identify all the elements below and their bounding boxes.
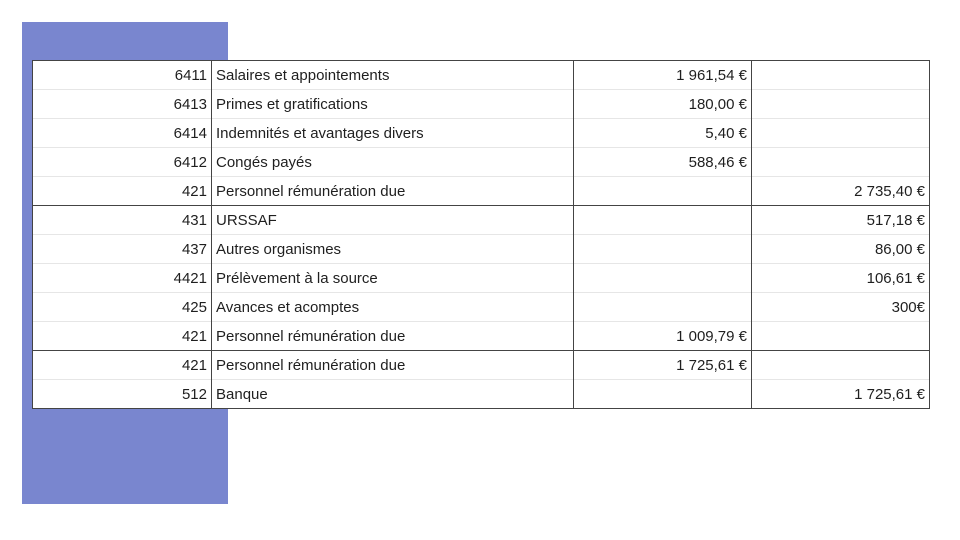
debit-cell: 180,00 € xyxy=(574,90,752,119)
debit-cell xyxy=(574,264,752,293)
account-label-cell: Personnel rémunération due xyxy=(212,322,574,351)
table-row xyxy=(33,322,930,351)
account-number-cell: 512 xyxy=(33,380,212,409)
account-number-cell: 6411 xyxy=(33,61,212,90)
account-label-cell: Prélèvement à la source xyxy=(212,264,574,293)
debit-cell: 1 009,79 € xyxy=(574,322,752,351)
table-row xyxy=(33,119,930,148)
account-label-cell: Autres organismes xyxy=(212,235,574,264)
account-label-cell: Salaires et appointements xyxy=(212,61,574,90)
credit-cell: 517,18 € xyxy=(752,206,930,235)
debit-cell: 1 725,61 € xyxy=(574,351,752,380)
account-label-cell: Congés payés xyxy=(212,148,574,177)
credit-cell xyxy=(752,119,930,148)
account-number-cell: 4421 xyxy=(33,264,212,293)
table-row xyxy=(33,90,930,119)
credit-cell xyxy=(752,148,930,177)
table-row xyxy=(33,264,930,293)
debit-cell: 588,46 € xyxy=(574,148,752,177)
debit-cell xyxy=(574,293,752,322)
credit-cell xyxy=(752,90,930,119)
table-row xyxy=(33,351,930,380)
table-row xyxy=(33,148,930,177)
table-row xyxy=(33,61,930,90)
credit-cell: 106,61 € xyxy=(752,264,930,293)
account-number-cell: 437 xyxy=(33,235,212,264)
debit-cell xyxy=(574,177,752,206)
table-row xyxy=(33,177,930,206)
table-row xyxy=(33,235,930,264)
credit-cell: 1 725,61 € xyxy=(752,380,930,409)
credit-cell: 86,00 € xyxy=(752,235,930,264)
account-label-cell: Personnel rémunération due xyxy=(212,177,574,206)
account-label-cell: Primes et gratifications xyxy=(212,90,574,119)
account-number-cell: 431 xyxy=(33,206,212,235)
debit-cell xyxy=(574,235,752,264)
credit-cell: 300€ xyxy=(752,293,930,322)
table-row xyxy=(33,206,930,235)
debit-cell: 5,40 € xyxy=(574,119,752,148)
account-label-cell: Banque xyxy=(212,380,574,409)
account-number-cell: 421 xyxy=(33,177,212,206)
account-number-cell: 6412 xyxy=(33,148,212,177)
debit-cell xyxy=(574,380,752,409)
account-number-cell: 421 xyxy=(33,322,212,351)
account-number-cell: 6413 xyxy=(33,90,212,119)
credit-cell xyxy=(752,61,930,90)
debit-cell xyxy=(574,206,752,235)
account-number-cell: 6414 xyxy=(33,119,212,148)
credit-cell xyxy=(752,351,930,380)
account-number-cell: 421 xyxy=(33,351,212,380)
account-label-cell: URSSAF xyxy=(212,206,574,235)
debit-cell: 1 961,54 € xyxy=(574,61,752,90)
account-label-cell: Avances et acomptes xyxy=(212,293,574,322)
account-number-cell: 425 xyxy=(33,293,212,322)
credit-cell xyxy=(752,322,930,351)
account-label-cell: Indemnités et avantages divers xyxy=(212,119,574,148)
credit-cell: 2 735,40 € xyxy=(752,177,930,206)
table-row xyxy=(33,380,930,409)
account-label-cell: Personnel rémunération due xyxy=(212,351,574,380)
journal-entries-table xyxy=(32,60,930,409)
table-row xyxy=(33,293,930,322)
